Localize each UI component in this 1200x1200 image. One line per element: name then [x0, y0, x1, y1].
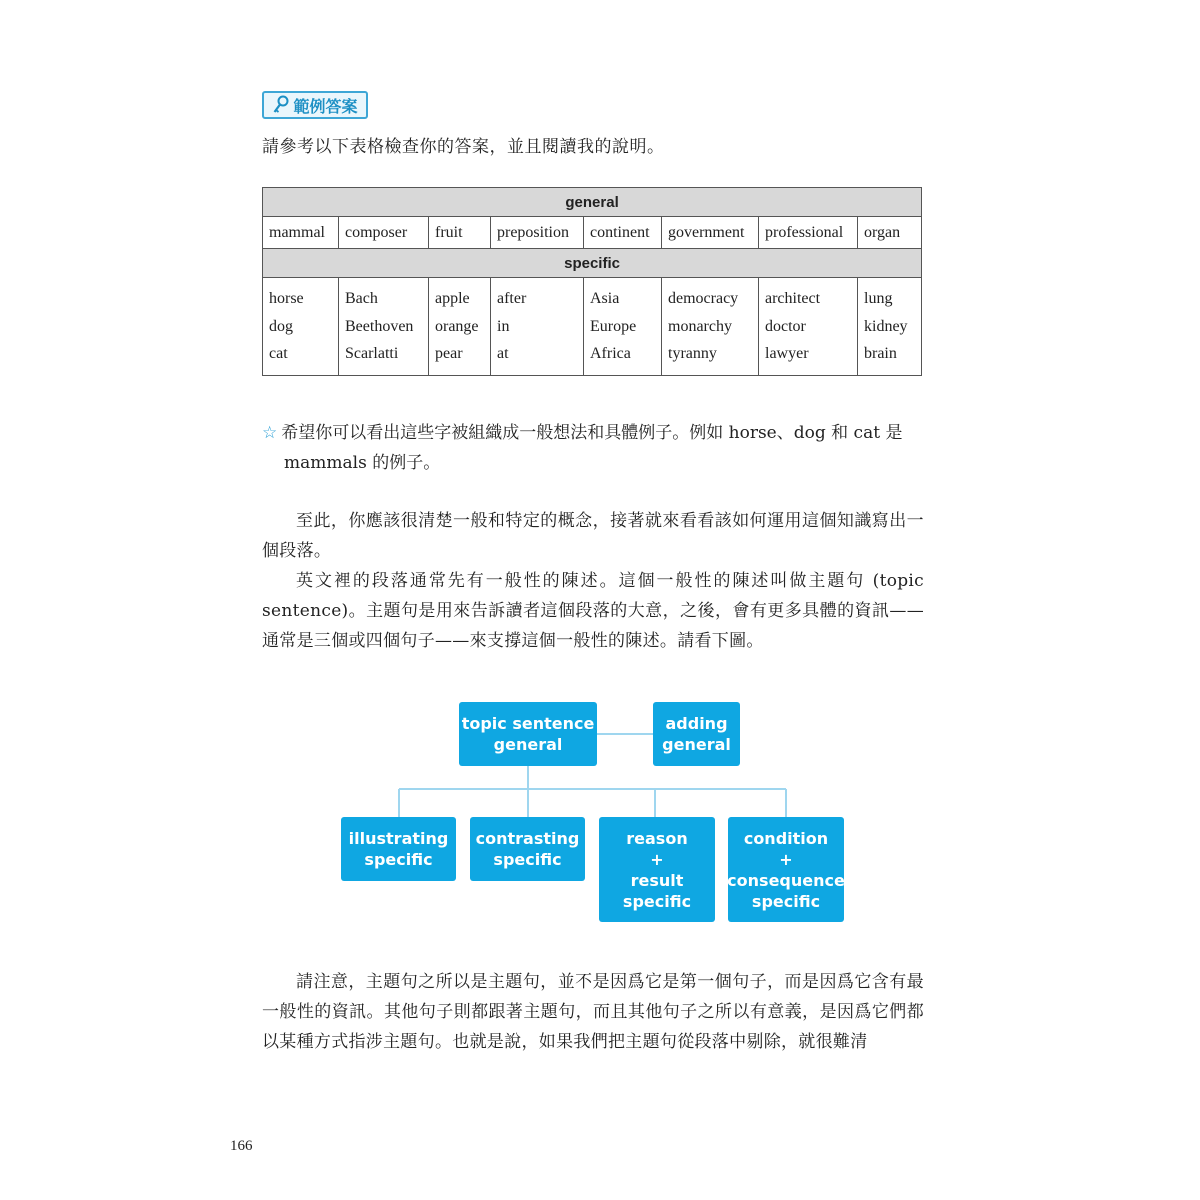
page-number: 166 — [230, 1138, 253, 1154]
note-line-2: mammals 的例子。 — [284, 453, 441, 473]
category-cell: mammal — [263, 217, 339, 249]
example-word: dog — [269, 317, 293, 335]
category-cell: professional — [759, 217, 858, 249]
note-line-1: 希望你可以看出這些字被組織成一般想法和具體例子。例如 horse、dog 和 cat 是 — [281, 423, 903, 443]
example-word: tyranny — [668, 345, 717, 363]
paragraph: 英文裡的段落通常先有一般性的陳述。這個一般性的陳述叫做主題句 (topic sentence)。主題句是用來告訴讀者這個段落的大意，之後，會有更多具體的資訊——通常是三個或四個句子——來支撐這個一般性的陳述。請看下圖。 — [262, 571, 924, 651]
category-cell: organ — [858, 217, 922, 249]
example-word: doctor — [765, 317, 806, 335]
body-section-2 — [262, 967, 924, 1057]
example-word: after — [497, 290, 527, 308]
category-cell: fruit — [429, 217, 491, 249]
example-word: lung — [864, 290, 893, 308]
example-word: architect — [765, 290, 821, 308]
category-cell: composer — [339, 217, 429, 249]
example-word: cat — [269, 345, 288, 363]
example-word: monarchy — [668, 317, 732, 335]
example-word: Scarlatti — [345, 345, 399, 363]
example-word: lawyer — [765, 345, 809, 363]
category-cell: preposition — [491, 217, 584, 249]
example-word: brain — [864, 345, 897, 363]
example-word: at — [497, 345, 509, 363]
example-word: Bach — [345, 290, 378, 308]
condition-consequence-box: condition + consequence specific — [728, 817, 844, 922]
example-word: apple — [435, 290, 470, 308]
paragraph: 至此，你應該很清楚一般和特定的概念，接著就來看看該如何運用這個知識寫出一個段落。 — [262, 511, 924, 561]
example-word: horse — [269, 290, 304, 308]
illustrating-box: illustrating specific — [341, 817, 456, 881]
category-cell: continent — [584, 217, 662, 249]
example-word: Africa — [590, 345, 631, 363]
general-header: general — [263, 188, 922, 217]
paragraph: 請注意，主題句之所以是主題句，並不是因爲它是第一個句子，而是因爲它含有最一般性的資訊。其他句子則都跟著主題句，而且其他句子之所以有意義，是因爲它們都以某種方式指涉主題句。也就是說，如果我們把主題句從段落中剔除，就很難清 — [262, 972, 924, 1052]
contrasting-box: contrasting specific — [470, 817, 585, 881]
example-word: orange — [435, 317, 479, 335]
example-word: Asia — [590, 290, 620, 308]
star-icon: ☆ — [262, 423, 278, 443]
example-word: Europe — [590, 317, 637, 335]
example-word: kidney — [864, 317, 908, 335]
category-cell: government — [662, 217, 759, 249]
specific-header: specific — [263, 249, 922, 278]
example-word: Beethoven — [345, 317, 414, 335]
adding-box: adding general — [653, 702, 740, 766]
reason-result-box: reason + result specific — [599, 817, 715, 922]
example-word: in — [497, 317, 510, 335]
example-word: democracy — [668, 290, 739, 308]
badge-label: 範例答案 — [293, 96, 358, 116]
intro-text: 請參考以下表格檢查你的答案，並且閱讀我的說明。 — [262, 137, 665, 157]
example-word: pear — [435, 345, 463, 363]
topic-sentence-box: topic sentence general — [459, 702, 597, 766]
